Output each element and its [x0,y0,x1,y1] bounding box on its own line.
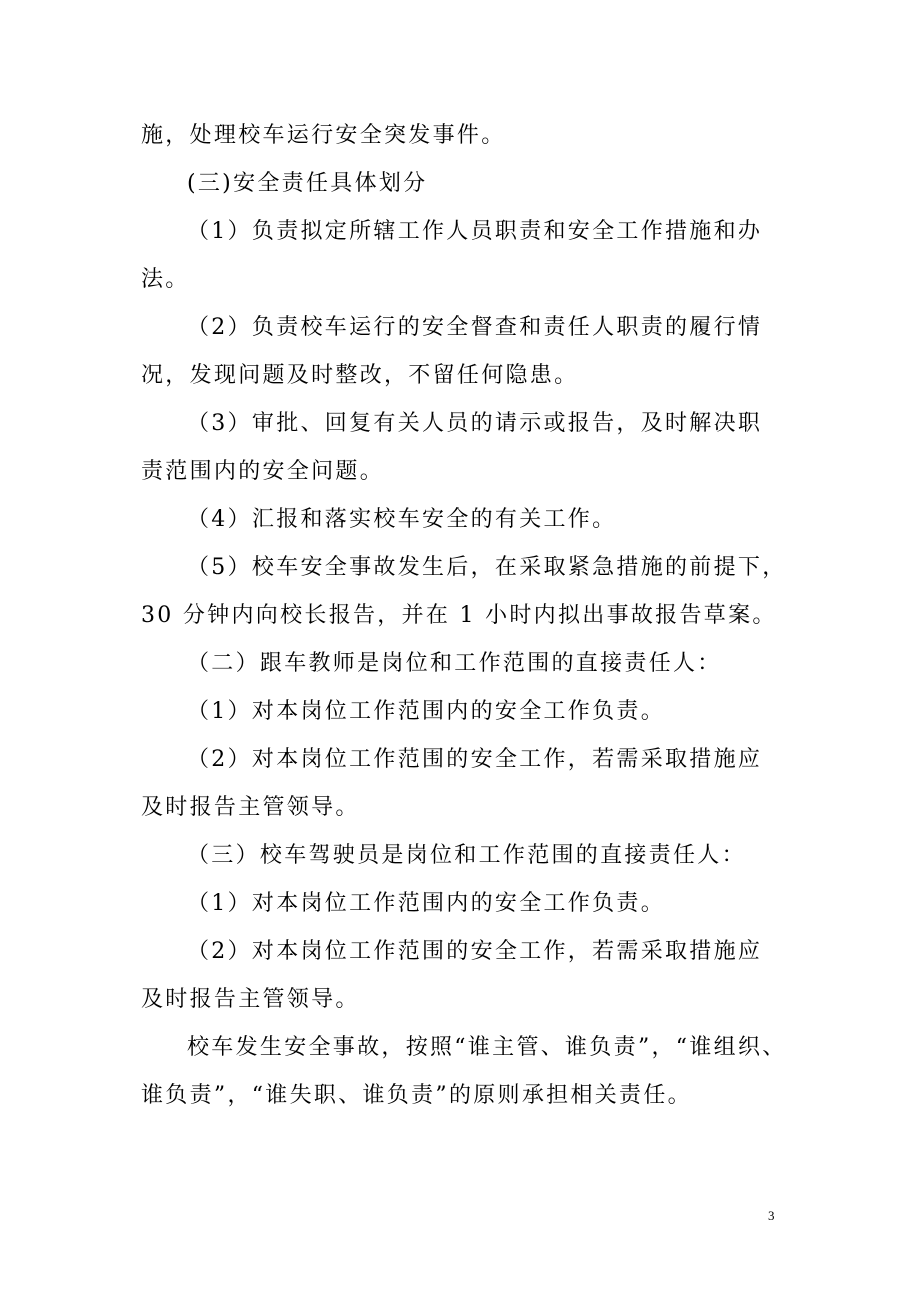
paragraph [141,880,781,928]
text-line: 校车发生安全事故，按照“谁主管、谁负责”，“谁组织、 [187,1035,787,1060]
page-number: 3 [768,1208,775,1223]
paragraph [141,736,781,832]
paragraph [141,928,781,1024]
paragraph [141,1024,787,1120]
paragraph [141,304,781,400]
text-line: （1）对本岗位工作范围内的安全工作负责。 [187,699,665,724]
paragraph [141,496,781,544]
text-line: （4）汇报和落实校车安全的有关工作。 [187,507,617,532]
text-line: 责范围内的安全问题。 [141,459,385,484]
paragraph [141,400,781,496]
text-line: （3）审批、回复有关人员的请示或报告，及时解决职 [187,411,763,436]
text-line: 及时报告主管领导。 [141,795,360,820]
text-line: （三）校车驾驶员是岗位和工作范围的直接责任人： [187,843,746,868]
paragraph [141,112,781,160]
body-text [141,112,787,1120]
paragraph [141,832,781,880]
paragraph [141,544,787,640]
text-line: （1）对本岗位工作范围内的安全工作负责。 [187,891,665,916]
text-line: 30 分钟内向校长报告，并在 1 小时内拟出事故报告草案。 [141,603,777,628]
paragraph [141,160,781,208]
text-line: （2）对本岗位工作范围的安全工作，若需采取措施应 [187,939,763,964]
text-line: （二）跟车教师是岗位和工作范围的直接责任人： [187,651,722,676]
text-line: 及时报告主管领导。 [141,987,360,1012]
paragraph [141,688,781,736]
text-line: 况，发现问题及时整改，不留任何隐患。 [141,363,579,388]
paragraph [141,640,781,688]
text-line: （2）负责校车运行的安全督查和责任人职责的履行情 [187,315,763,340]
paragraph [141,208,781,304]
text-line: 施，处理校车运行安全突发事件。 [141,123,506,148]
text-line: 法。 [141,267,190,292]
text-line: (三)安全责任具体划分 [187,171,428,196]
text-line: （5）校车安全事故发生后，在采取紧急措施的前提下， [187,555,787,580]
text-line: （2）对本岗位工作范围的安全工作，若需采取措施应 [187,747,763,772]
text-line: 谁负责”，“谁失职、谁负责”的原则承担相关责任。 [141,1083,692,1108]
text-line: （1）负责拟定所辖工作人员职责和安全工作措施和办 [187,219,763,244]
